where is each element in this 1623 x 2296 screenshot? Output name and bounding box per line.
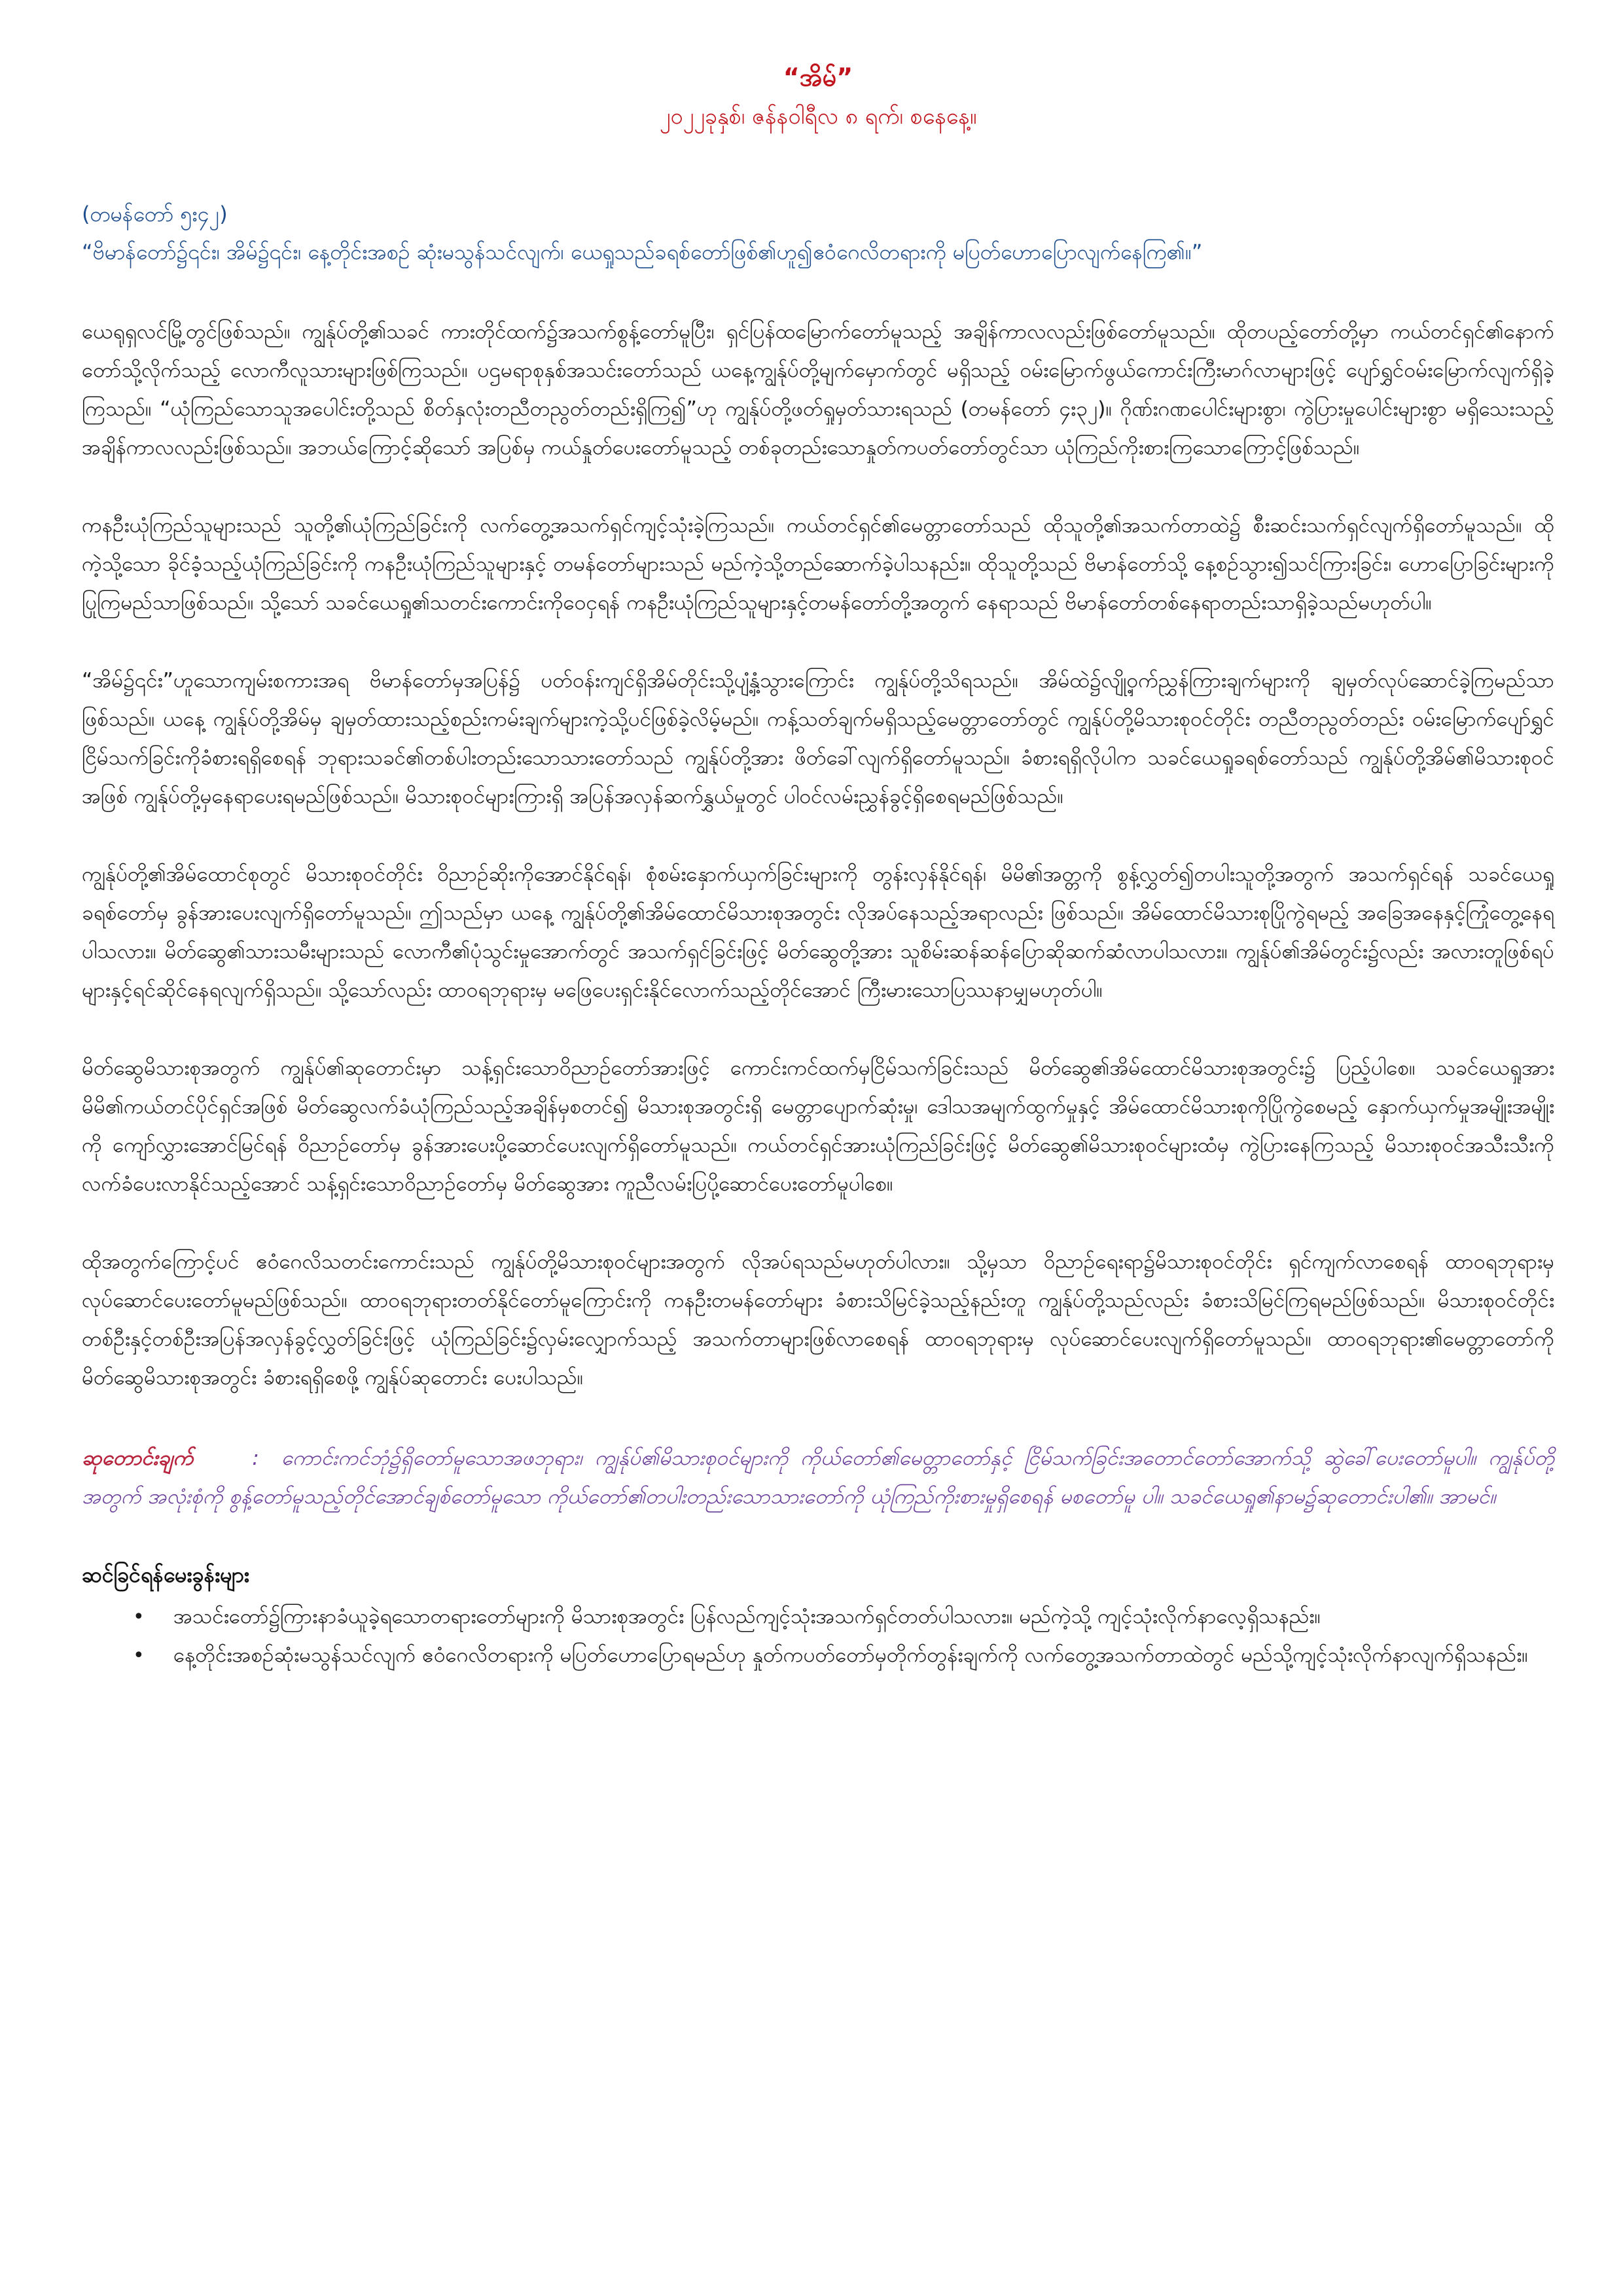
list-item (82, 1636, 1554, 1675)
devotional-page (82, 46, 1554, 1675)
question-text: အသင်းတော်၌ကြားနာခံယူခဲ့ရသောတရားတော်များကို မိသားစုအတွင်း ပြန်လည်ကျင့်သုံးအသက်ရှင်တတ်ပါသလား။ မည်ကဲ့သို့ ကျင့်သုံးလိုက်နာလေ့ရှိသနည်း။ (173, 1605, 1321, 1628)
prayer-text: ကောင်းကင်ဘုံ၌ရှိတော်မူသောအဖဘုရား၊ ကျွန်ုပ်၏မိသားစုဝင်များကို ကိုယ်တော်၏မေတ္တာတော်နှင့် ငြိမ်သက်ခြင်းအတောင်တော်အောက်သို့ ဆွဲခေါ်ပေးတော်မူပါ။ ကျွန်ုပ်တို့အတွက် အလုံးစုံကို စွန့်တော်မူသည့်တိုင်အောင်ချစ်တော်မူသော ကိုယ်တော်၏တပါးတည်းသောသားတော်ကို ယုံကြည်ကိုးစားမှုရှိစေရန် မစတော်မူ ပါ။ သခင်ယေရှု၏နာမ၌ဆုတောင်းပါ၏။ အာမင်။ (82, 1446, 1554, 1509)
body-paragraph-4: ကျွန်ုပ်တို့၏အိမ်ထောင်စုတွင် မိသားစုဝင်တိုင်း ဝိညာဉ်ဆိုးကိုအောင်နိုင်ရန်၊ စုံစမ်းနှောက်ယှက်ခြင်းများကို တွန်းလှန်နိုင်ရန်၊ မိမိ၏အတ္တကို စွန့်လွှတ်၍တပါးသူတို့အတွက် အသက်ရှင်ရန် သခင်ယေရှုခရစ်တော်မှ ခွန်အားပေးလျက်ရှိတော်မူသည်။ ဤသည်မှာ ယနေ့ ကျွန်ုပ်တို့၏အိမ်ထောင်မိသားစုအတွင်း လိုအပ်နေသည့်အရာလည်း ဖြစ်သည်။ အိမ်ထောင်မိသားစုပြိုကွဲရမည့် အခြေအနေနှင့်ကြုံတွေ့နေရပါသလား။ မိတ်ဆွေ၏သားသမီးများသည် လောကီ၏ပုံသွင်းမှုအောက်တွင် အသက်ရှင်ခြင်းဖြင့် မိတ်ဆွေတို့အား သူစိမ်းဆန်ဆန်ပြောဆိုဆက်ဆံလာပါသလား။ ကျွန်ုပ်၏အိမ်တွင်း၌လည်း အလားတူဖြစ်ရပ်များနှင့်ရင်ဆိုင်နေရလျက်ရှိသည်။ သို့သော်လည်း ထာဝရဘုရားမှ မဖြေပေးရှင်းနိုင်လောက်သည့်တိုင်အောင် ကြီးမားသောပြဿနာမျှမဟုတ်ပါ။ (82, 863, 1554, 1002)
questions-heading: ဆင်ခြင်ရန်မေးခွန်းများ (82, 1562, 249, 1587)
prayer-separator: : (252, 1446, 259, 1470)
body-paragraph-5: မိတ်ဆွေမိသားစုအတွက် ကျွန်ုပ်၏ဆုတောင်းမှာ သန့်ရှင်းသောဝိညာဉ်တော်အားဖြင့် ကောင်းကင်ထက်မှငြိမ်သက်ခြင်းသည် မိတ်ဆွေ၏အိမ်ထောင်မိသားစုအတွင်း၌ ပြည့်ပါစေ။ သခင်ယေရှုအား မိမိ၏ကယ်တင်ပိုင်ရှင်အဖြစ် မိတ်ဆွေလက်ခံယုံကြည်သည့်အချိန်မှစတင်၍ မိသားစုအတွင်းရှိ မေတ္တာပျောက်ဆုံးမှု၊ ဒေါသအမျက်ထွက်မှုနှင့် အိမ်ထောင်မိသားစုကိုပြိုကွဲစေမည့် နှောက်ယှက်မှုအမျိုးအမျိုးကို ကျော်လွှားအောင်မြင်ရန် ဝိညာဉ်တော်မှ ခွန်အားပေးပို့ဆောင်ပေးလျက်ရှိတော်မူသည်။ ကယ်တင်ရှင်အားယုံကြည်ခြင်းဖြင့် မိတ်ဆွေ၏မိသားစုဝင်များထံမှ ကွဲပြားနေကြသည့် မိသားစုဝင်အသီးသီးကို လက်ခံပေးလာနိုင်သည့်အောင် သန့်ရှင်းသောဝိညာဉ်တော်မှ မိတ်ဆွေအား ကူညီလမ်းပြပို့ဆောင်ပေးတော်မူပါစေ။ (82, 1056, 1554, 1196)
bullet-icon: • (133, 1605, 145, 1628)
body-paragraph-1: ယေရုရှလင်မြို့တွင်ဖြစ်သည်။ ကျွန်ုပ်တို့၏သခင် ကားတိုင်ထက်၌အသက်စွန့်တော်မူပြီး၊ ရှင်ပြန်ထမြောက်တော်မူသည့် အချိန်ကာလလည်းဖြစ်တော်မူသည်။ ထိုတပည့်တော်တို့မှာ ကယ်တင်ရှင်၏နောက်တော်သို့လိုက်သည့် လောကီလူသားများဖြစ်ကြသည်။ ပဌမရာစုနှစ်အသင်းတော်သည် ယနေ့ကျွန်ုပ်တို့မျက်မှောက်တွင် မရှိသည့် ဝမ်းမြောက်ဖွယ်ကောင်းကြီးမာဂ်လာများဖြင့် ပျော်ရွှင်ဝမ်းမြောက်လျက်ရှိခဲ့ကြသည်။ “ယုံကြည်သောသူအပေါင်းတို့သည် စိတ်နှလုံးတညီတညွတ်တည်းရှိကြ၍”ဟု ကျွန်ုပ်တို့ဖတ်ရှုမှတ်သားရသည် (တမန်တော် ၄း၃၂)။ ဂိုဏ်းဂဏပေါင်းများစွာ၊ ကွဲပြားမှုပေါင်းများစွာ မရှိသေးသည့်အချိန်ကာလလည်းဖြစ်သည်။ အဘယ်ကြောင့်ဆိုသော် အပြစ်မှ ကယ်နှုတ်ပေးတော်မူသည့် တစ်ခုတည်းသောနှုတ်ကပတ်တော်တွင်သာ ယုံကြည်ကိုးစားကြသောကြောင့်ဖြစ်သည်။ (82, 320, 1554, 459)
page-title: “အိမ်” (783, 63, 853, 92)
prayer-label: ဆုတောင်းချက် (82, 1446, 194, 1470)
body-paragraph-6: ထိုအတွက်ကြောင့်ပင် ဧဝံဂေလိသတင်းကောင်းသည် ကျွန်ုပ်တို့မိသားစုဝင်များအတွက် လိုအပ်ရသည်မဟုတ်ပါလား။ သို့မှသာ ဝိညာဉ်ရေးရာ၌မိသားစုဝင်တိုင်း ရှင်ကျက်လာစေရန် ထာဝရဘုရားမှ လုပ်ဆောင်ပေးတော်မူမည်ဖြစ်သည်။ ထာဝရဘုရားတတ်နိုင်တော်မူကြောင်းကို ကနဦးတမန်တော်များ ခံစားသိမြင်ခဲ့သည့်နည်းတူ ကျွန်ုပ်တို့သည်လည်း ခံစားသိမြင်ကြရမည်ဖြစ်သည်။ မိသားစုဝင်တိုင်း တစ်ဦးနှင့်တစ်ဦးအပြန်အလှန်ခွင့်လွှတ်ခြင်းဖြင့် ယုံကြည်ခြင်း၌လှမ်းလျှောက်သည့် အသက်တာများဖြစ်လာစေရန် ထာဝရဘုရားမှ လုပ်ဆောင်ပေးလျက်ရှိတော်မူသည်။ ထာဝရဘုရား၏မေတ္တာတော်ကို မိတ်ဆွေမိသားစုအတွင်း ခံစားရရှိစေဖို့ ကျွန်ုပ်ဆုတောင်း ပေးပါသည်။ (82, 1250, 1554, 1390)
body-paragraph-3: “အိမ်၌၎င်း”ဟူသောကျမ်းစကားအရ ဗိမာန်တော်မှအပြန်၌ ပတ်ဝန်းကျင်ရှိအိမ်တိုင်းသို့ပျံ့နှံ့သွားကြောင်း ကျွန်ုပ်တို့သိရသည်။ အိမ်ထဲ၌လျို့ဝှက်ညွှန်ကြားချက်များကို ချမှတ်လုပ်ဆောင်ခဲ့ကြမည်သာဖြစ်သည်။ ယနေ့ ကျွန်ုပ်တို့အိမ်မှ ချမှတ်ထားသည့်စည်းကမ်းချက်များကဲ့သို့ပင်ဖြစ်ခဲ့လိမ့်မည်။ ကန့်သတ်ချက်မရှိသည့်မေတ္တာတော်တွင် ကျွန်ုပ်တို့မိသားစုဝင်တိုင်း တညီတညွတ်တည်း ဝမ်းမြောက်ပျော်ရွှင်ငြိမ်သက်ခြင်းကိုခံစားရရှိစေရန် ဘုရားသခင်၏တစ်ပါးတည်းသောသားတော်သည် ကျွန်ုပ်တို့အား ဖိတ်ခေါ်လျက်ရှိတော်မူသည်။ ခံစားရရှိလိုပါက သခင်ယေရှုခရစ်တော်သည် ကျွန်ုပ်တို့အိမ်၏မိသားစုဝင်အဖြစ် ကျွန်ုပ်တို့မှနေရာပေးရမည်ဖြစ်သည်။ မိသားစုဝင်များကြားရှိ အပြန်အလှန်ဆက်နွှယ်မှုတွင် ပါဝင်လမ်းညွှန်ခွင့်ရှိစေရမည်ဖြစ်သည်။ (82, 669, 1554, 808)
prayer-block (82, 1439, 1554, 1516)
verse-reference: (တမန်တော် ၅း၄၂) (82, 202, 228, 226)
question-text: နေ့တိုင်းအစဉ်ဆုံးမသွန်သင်လျက် ဧဝံဂေလိတရားကို မပြတ်ဟောပြောရမည်ဟု နှုတ်ကပတ်တော်မှတိုက်တွန်းချက်ကို လက်တွေ့အသက်တာထဲတွင် မည်သို့ကျင့်သုံးလိုက်နာလျက်ရှိသနည်း။ (173, 1643, 1528, 1667)
body-paragraph-2: ကနဦးယုံကြည်သူများသည် သူတို့၏ယုံကြည်ခြင်းကို လက်တွေ့အသက်ရှင်ကျင့်သုံးခဲ့ကြသည်။ ကယ်တင်ရှင်၏မေတ္တာတော်သည် ထိုသူတို့၏အသက်တာထဲ၌ စီးဆင်းသက်ရှင်လျက်ရှိတော်မူသည်။ ထိုကဲ့သို့သော ခိုင်ခံ့သည့်ယုံကြည်ခြင်းကို ကနဦးယုံကြည်သူများနှင့် တမန်တော်များသည် မည်ကဲ့သို့တည်ဆောက်ခဲ့ပါသနည်း။ ထိုသူတို့သည် ဗိမာန်တော်သို့ နေ့စဉ်သွား၍သင်ကြားခြင်း၊ ဟောပြောခြင်းများကိုပြုကြမည်သာဖြစ်သည်။ သို့သော် သခင်ယေရှု၏သတင်းကောင်းကိုဝေငှရန် ကနဦးယုံကြည်သူများနှင့်တမန်တော်တို့အတွက် နေရာသည် ဗိမာန်တော်တစ်နေရာတည်းသာရှိခဲ့သည်မဟုတ်ပါ။ (82, 514, 1554, 615)
bullet-icon: • (133, 1644, 145, 1667)
questions-list (82, 1598, 1554, 1675)
verse-text: “ဗိမာန်တော်၌၎င်း၊ အိမ်၌၎င်း၊ နေ့တိုင်းအစဉ် ဆုံးမသွန်သင်လျက်၊ ယေရှုသည်ခရစ်တော်ဖြစ်၏ဟူ၍ဧဝံဂေလိတရားကို မပြတ်ဟောပြောလျက်နေကြ၏။” (82, 240, 1203, 264)
list-item (82, 1598, 1554, 1636)
date-line: ၂၀၂၂ခုနှစ်၊ ဇန်နဝါရီလ ၈ ရက်၊ စနေနေ့။ (659, 103, 977, 130)
verse-block (82, 195, 1554, 271)
